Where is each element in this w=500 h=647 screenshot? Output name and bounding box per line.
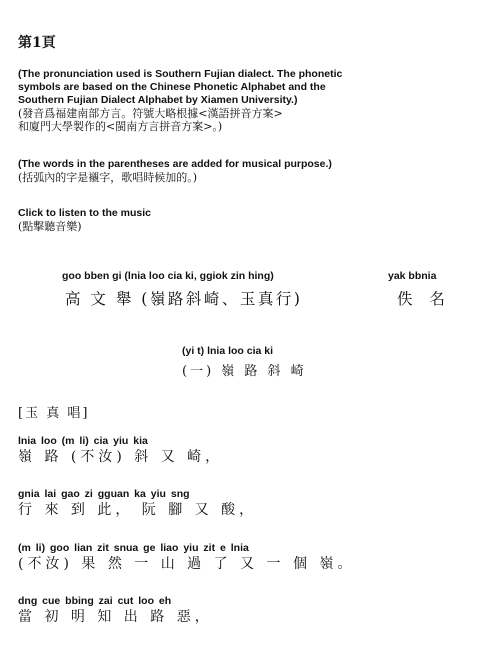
parentheses-note-en: (The words in the parentheses are added for musical purpose.) [18,158,332,170]
listen-link-zh[interactable]: (點擊聽音樂) [18,220,82,233]
lyric-romanized: lnia loo (m li) cia yiu kia [18,435,148,447]
lyric-chinese: 行 來 到 此， 阮 腳 又 酸， [18,502,258,518]
section-heading: (一) 嶺 路 斜 崎 [182,364,307,379]
song-title: 高 文 舉 (嶺路斜崎、玉真行) [65,290,303,308]
parentheses-note-zh: (括弧內的字是襯字，歌唱時候加的。) [18,171,198,184]
pronunciation-note-zh-line-2: 和廈門大學製作的<閩南方言拼音方案>。) [18,120,223,133]
lyric-line [18,487,257,519]
lyric-chinese: (不汝) 果 然 一 山 過 了 又 一 個 嶺。 [18,556,356,572]
page-label: 第1頁 [18,35,56,51]
lyric-romanized: dng cue bbing zai cut loo eh [18,595,172,607]
lyric-romanized: (m li) goo lian zit snua ge liao yiu zit e lnia [18,542,249,554]
listen-link-en[interactable]: Click to listen to the music [18,207,152,219]
song-title-romanized: goo bben gi (lnia loo cia ki, ggiok zin hing) [62,270,274,282]
lyric-chinese: 嶺 路 (不汝) 斜 又 崎， [18,449,224,465]
listen-link[interactable] [18,207,151,233]
lyric-romanized: gnia lai gao zi gguan ka yiu sng [18,488,190,500]
pronunciation-note-en-line-1: (The pronunciation used is Southern Fujian dialect. The phonetic [18,68,343,80]
pronunciation-note-en-line-2: symbols are based on the Chinese Phonetic Alphabet and the [18,81,326,93]
author-romanized: yak bbnia [388,270,437,282]
lyric-line [18,594,213,626]
parentheses-note [18,158,332,184]
pronunciation-note-en-line-3: Southern Fujian Dialect Alphabet by Xiamen University.) [18,94,298,106]
lyric-chinese: 當 初 明 知 出 路 惡， [18,609,213,625]
pronunciation-note [18,68,342,133]
lyric-line [18,541,355,573]
pronunciation-note-zh-line-1: (發音爲福建南部方言。符號大略根據<漢語拼音方案> [18,107,283,120]
lyric-line [18,434,223,466]
author-name: 佚 名 [397,290,451,308]
section-heading-romanized: (yi t) lnia loo cia ki [182,345,274,357]
singer-role-label: [玉 真 唱] [18,406,90,421]
